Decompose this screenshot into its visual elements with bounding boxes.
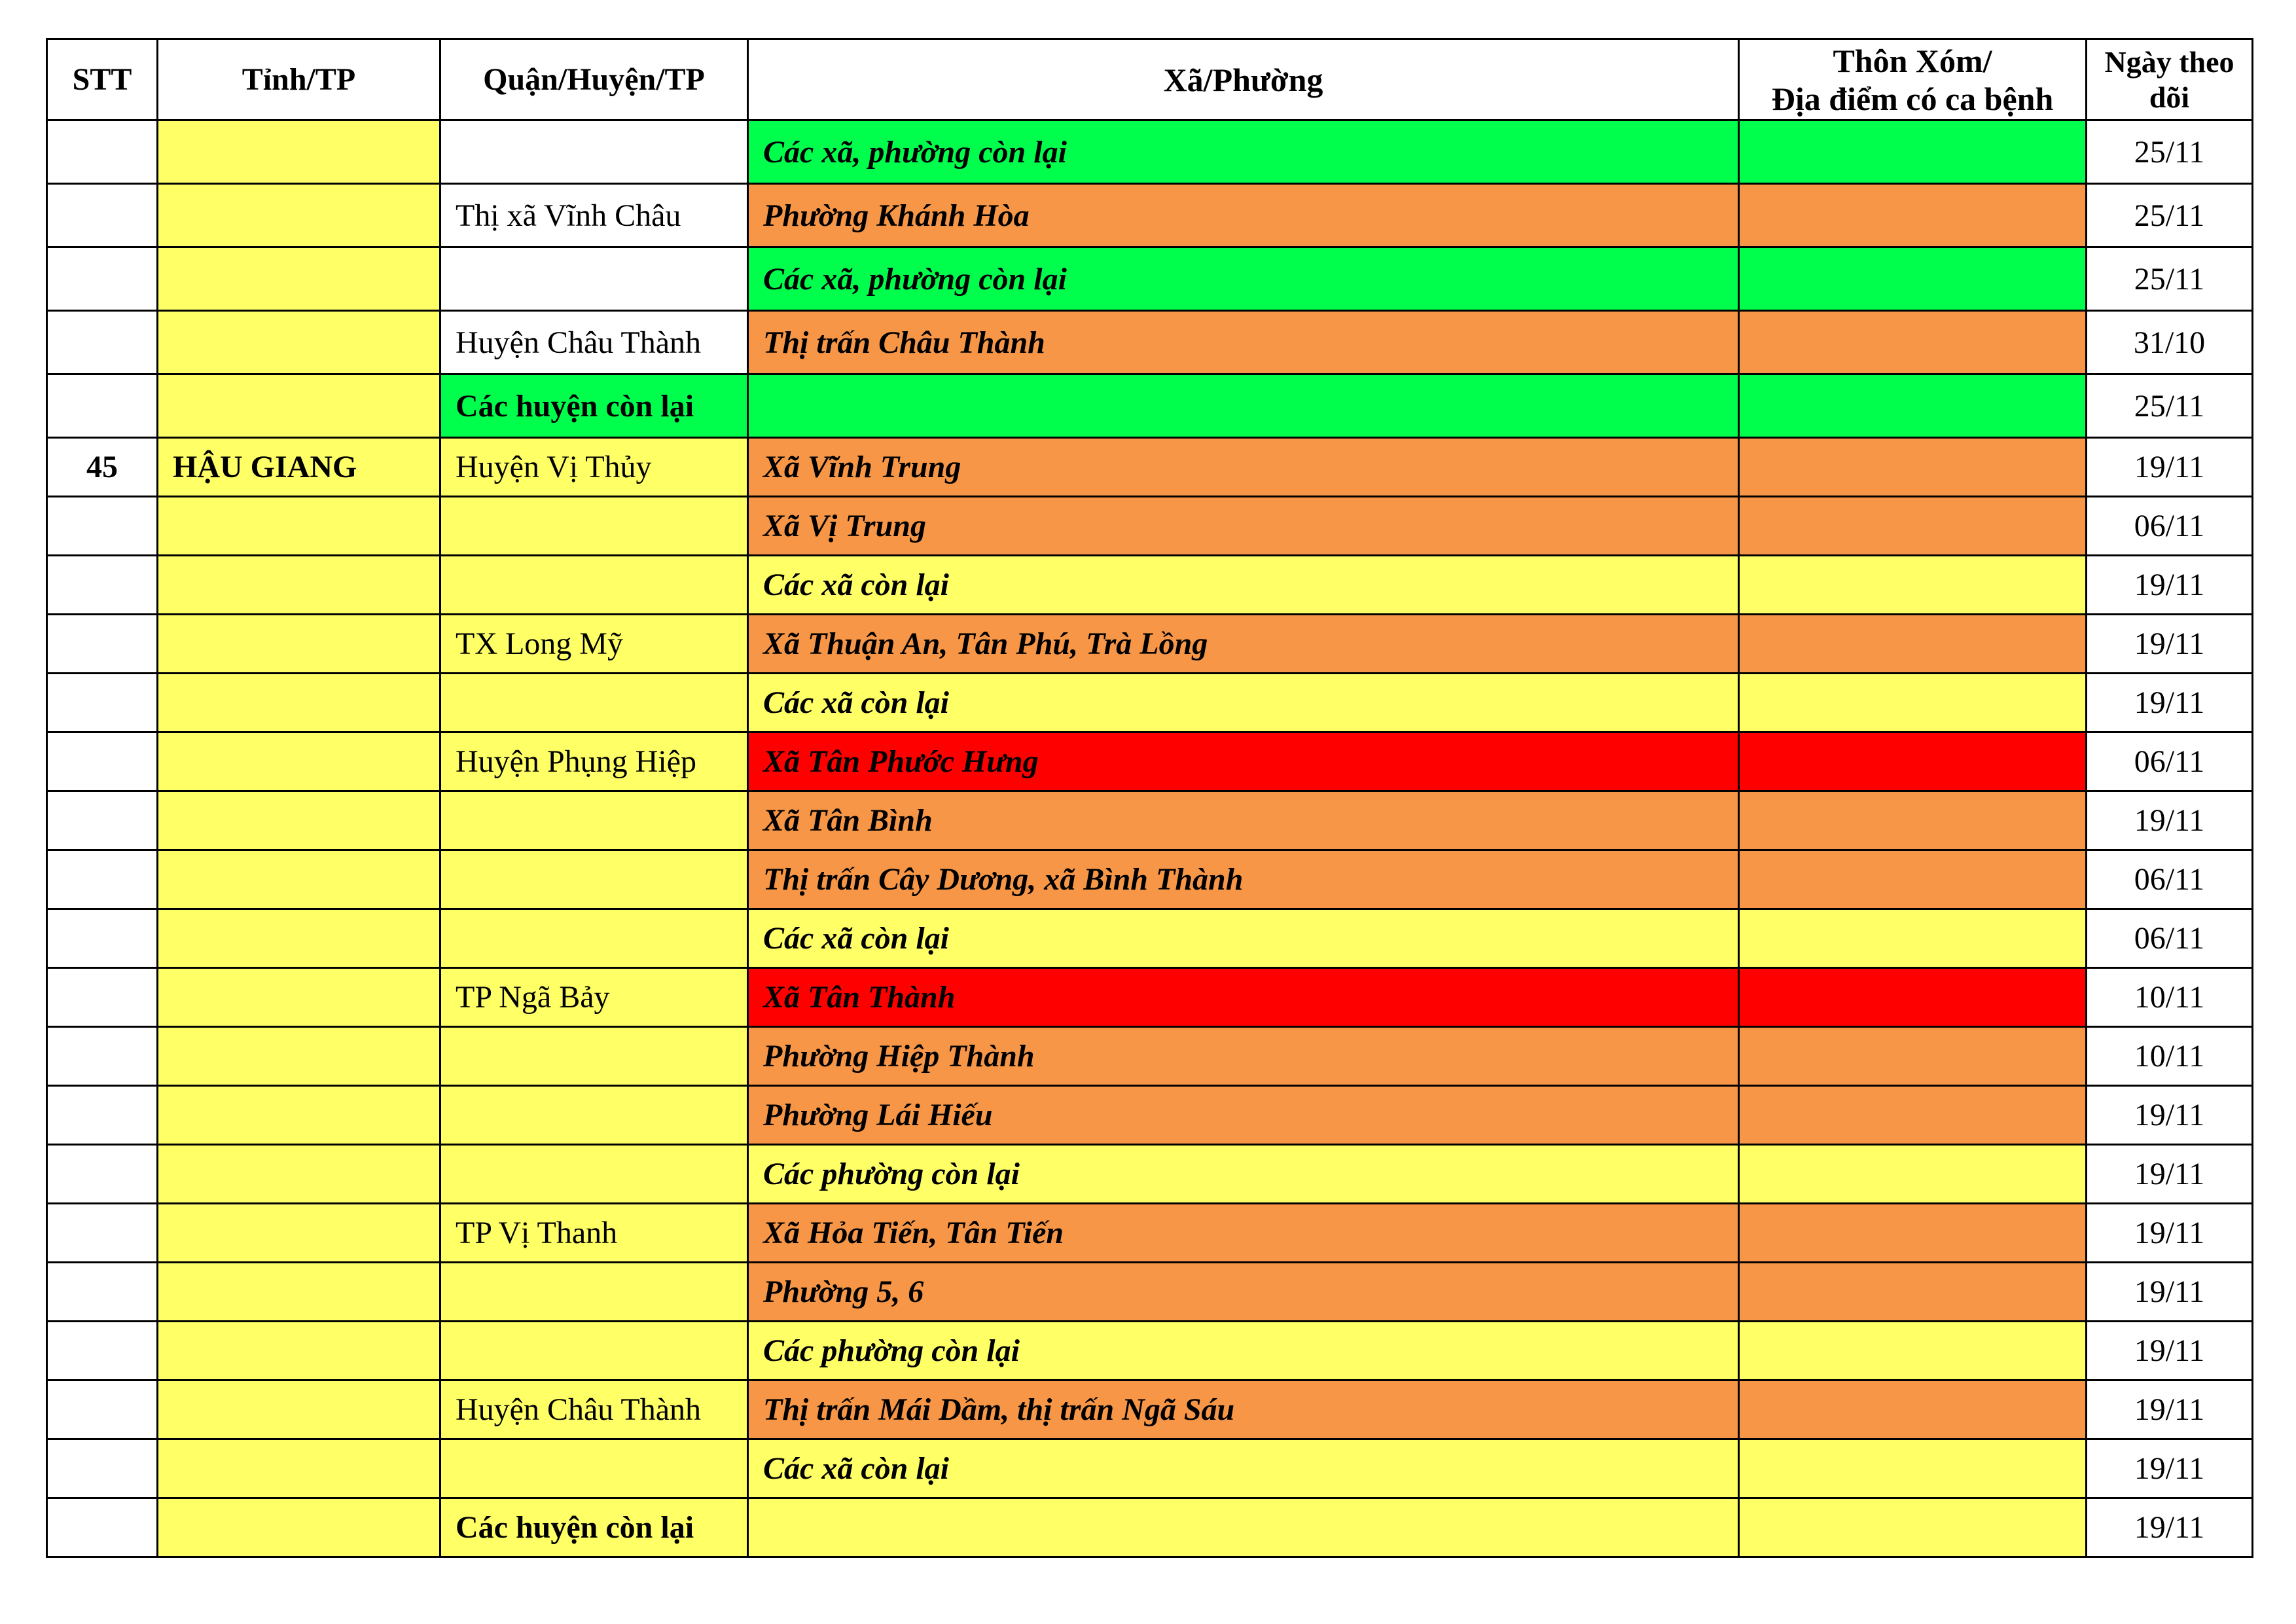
date-cell: 25/11 xyxy=(2087,120,2253,184)
ward-cell: Các phường còn lại xyxy=(748,1145,1739,1204)
ward-cell: Phường Khánh Hòa xyxy=(748,184,1739,247)
village-cell xyxy=(1739,1145,2087,1204)
village-cell xyxy=(1739,1498,2087,1557)
district-cell xyxy=(440,556,748,615)
village-cell xyxy=(1739,850,2087,909)
ward-cell: Các xã còn lại xyxy=(748,1439,1739,1498)
village-cell xyxy=(1739,438,2087,497)
village-cell xyxy=(1739,791,2087,850)
ward-cell: Xã Thuận An, Tân Phú, Trà Lồng xyxy=(748,615,1739,674)
table-row xyxy=(47,909,2253,968)
village-cell xyxy=(1739,732,2087,791)
district-cell: Thị xã Vĩnh Châu xyxy=(440,184,748,247)
date-cell: 25/11 xyxy=(2087,184,2253,247)
table-row xyxy=(47,247,2253,311)
stt-cell xyxy=(47,1322,158,1380)
ward-cell: Các xã còn lại xyxy=(748,909,1739,968)
stt-cell xyxy=(47,850,158,909)
stt-cell xyxy=(47,556,158,615)
ward-cell: Xã Vị Trung xyxy=(748,497,1739,556)
district-cell xyxy=(440,247,748,311)
table-body xyxy=(47,120,2253,1557)
table-row xyxy=(47,791,2253,850)
province-cell xyxy=(158,497,440,556)
province-cell xyxy=(158,909,440,968)
epidemic-level-sheet xyxy=(46,38,2253,1558)
stt-cell xyxy=(47,909,158,968)
province-cell xyxy=(158,120,440,184)
date-cell: 06/11 xyxy=(2087,909,2253,968)
table-row xyxy=(47,438,2253,497)
district-cell: TP Ngã Bảy xyxy=(440,968,748,1027)
village-cell xyxy=(1739,1086,2087,1145)
date-cell: 19/11 xyxy=(2087,1380,2253,1439)
village-cell xyxy=(1739,1027,2087,1086)
province-cell xyxy=(158,1498,440,1557)
province-cell xyxy=(158,1263,440,1322)
date-cell: 19/11 xyxy=(2087,674,2253,732)
table-header xyxy=(47,39,2253,120)
table-row xyxy=(47,968,2253,1027)
table-row xyxy=(47,1086,2253,1145)
date-cell: 19/11 xyxy=(2087,1498,2253,1557)
stt-cell xyxy=(47,1204,158,1263)
date-cell: 19/11 xyxy=(2087,1263,2253,1322)
province-cell xyxy=(158,1027,440,1086)
ward-cell: Các xã còn lại xyxy=(748,674,1739,732)
ward-cell: Xã Vĩnh Trung xyxy=(748,438,1739,497)
stt-cell xyxy=(47,311,158,374)
district-cell xyxy=(440,497,748,556)
province-cell xyxy=(158,1086,440,1145)
table-row xyxy=(47,1380,2253,1439)
date-cell: 19/11 xyxy=(2087,1145,2253,1204)
table-row xyxy=(47,311,2253,374)
ward-cell: Phường 5, 6 xyxy=(748,1263,1739,1322)
stt-cell xyxy=(47,1439,158,1498)
table-row xyxy=(47,1204,2253,1263)
date-cell: 25/11 xyxy=(2087,247,2253,311)
district-cell xyxy=(440,1027,748,1086)
table-row xyxy=(47,1145,2253,1204)
ward-cell: Phường Hiệp Thành xyxy=(748,1027,1739,1086)
table-row xyxy=(47,184,2253,247)
header-row xyxy=(47,39,2253,120)
table-row xyxy=(47,615,2253,674)
district-cell: Các huyện còn lại xyxy=(440,1498,748,1557)
ward-cell: Thị trấn Mái Dầm, thị trấn Ngã Sáu xyxy=(748,1380,1739,1439)
district-cell xyxy=(440,1263,748,1322)
village-cell xyxy=(1739,615,2087,674)
ward-cell: Xã Tân Thành xyxy=(748,968,1739,1027)
village-cell xyxy=(1739,1439,2087,1498)
table-row xyxy=(47,1439,2253,1498)
stt-cell xyxy=(47,374,158,438)
table-row xyxy=(47,850,2253,909)
commune-level-table xyxy=(46,38,2253,1558)
village-cell xyxy=(1739,1263,2087,1322)
province-cell xyxy=(158,615,440,674)
stt-cell xyxy=(47,497,158,556)
district-cell xyxy=(440,1086,748,1145)
stt-cell xyxy=(47,968,158,1027)
stt-cell xyxy=(47,615,158,674)
date-cell: 19/11 xyxy=(2087,1204,2253,1263)
ward-cell: Các phường còn lại xyxy=(748,1322,1739,1380)
village-cell xyxy=(1739,374,2087,438)
province-cell xyxy=(158,374,440,438)
header-district: Quận/Huyện/TP xyxy=(440,39,748,120)
village-cell xyxy=(1739,1322,2087,1380)
ward-cell xyxy=(748,1498,1739,1557)
village-cell xyxy=(1739,120,2087,184)
table-row xyxy=(47,1027,2253,1086)
header-province: Tỉnh/TP xyxy=(158,39,440,120)
stt-cell xyxy=(47,791,158,850)
province-cell xyxy=(158,184,440,247)
header-date xyxy=(2087,39,2253,120)
district-cell: Huyện Châu Thành xyxy=(440,311,748,374)
district-cell: TX Long Mỹ xyxy=(440,615,748,674)
date-cell: 06/11 xyxy=(2087,497,2253,556)
table-row xyxy=(47,374,2253,438)
date-cell: 10/11 xyxy=(2087,968,2253,1027)
header-date-line1: Ngày theo xyxy=(2104,45,2234,79)
ward-cell xyxy=(748,374,1739,438)
province-cell xyxy=(158,1380,440,1439)
village-cell xyxy=(1739,311,2087,374)
district-cell xyxy=(440,1322,748,1380)
village-cell xyxy=(1739,1204,2087,1263)
stt-cell xyxy=(47,1086,158,1145)
stt-cell xyxy=(47,1263,158,1322)
table-row xyxy=(47,1498,2253,1557)
district-cell xyxy=(440,850,748,909)
province-cell xyxy=(158,791,440,850)
ward-cell: Các xã, phường còn lại xyxy=(748,120,1739,184)
district-cell: TP Vị Thanh xyxy=(440,1204,748,1263)
stt-cell xyxy=(47,184,158,247)
province-cell xyxy=(158,556,440,615)
ward-cell: Các xã còn lại xyxy=(748,556,1739,615)
province-cell xyxy=(158,1145,440,1204)
date-cell: 31/10 xyxy=(2087,311,2253,374)
stt-cell xyxy=(47,1380,158,1439)
district-cell xyxy=(440,791,748,850)
province-cell xyxy=(158,968,440,1027)
district-cell: Huyện Phụng Hiệp xyxy=(440,732,748,791)
date-cell: 19/11 xyxy=(2087,438,2253,497)
province-cell: HẬU GIANG xyxy=(158,438,440,497)
province-cell xyxy=(158,311,440,374)
header-village-line2: Địa điểm có ca bệnh xyxy=(1771,80,2054,117)
table-row xyxy=(47,1322,2253,1380)
village-cell xyxy=(1739,968,2087,1027)
stt-cell xyxy=(47,1145,158,1204)
header-stt: STT xyxy=(47,39,158,120)
table-row xyxy=(47,120,2253,184)
province-cell xyxy=(158,1322,440,1380)
village-cell xyxy=(1739,247,2087,311)
province-cell xyxy=(158,247,440,311)
district-cell: Các huyện còn lại xyxy=(440,374,748,438)
date-cell: 10/11 xyxy=(2087,1027,2253,1086)
date-cell: 25/11 xyxy=(2087,374,2253,438)
header-village-line1: Thôn Xóm/ xyxy=(1833,42,1992,79)
date-cell: 19/11 xyxy=(2087,791,2253,850)
ward-cell: Thị trấn Cây Dương, xã Bình Thành xyxy=(748,850,1739,909)
province-cell xyxy=(158,1204,440,1263)
date-cell: 19/11 xyxy=(2087,1322,2253,1380)
district-cell xyxy=(440,1145,748,1204)
village-cell xyxy=(1739,674,2087,732)
date-cell: 19/11 xyxy=(2087,1086,2253,1145)
district-cell xyxy=(440,1439,748,1498)
date-cell: 19/11 xyxy=(2087,556,2253,615)
ward-cell: Phường Lái Hiếu xyxy=(748,1086,1739,1145)
district-cell xyxy=(440,909,748,968)
village-cell xyxy=(1739,556,2087,615)
stt-cell xyxy=(47,1498,158,1557)
ward-cell: Xã Tân Bình xyxy=(748,791,1739,850)
date-cell: 06/11 xyxy=(2087,850,2253,909)
table-row xyxy=(47,1263,2253,1322)
table-row xyxy=(47,497,2253,556)
village-cell xyxy=(1739,184,2087,247)
district-cell: Huyện Vị Thủy xyxy=(440,438,748,497)
district-cell xyxy=(440,674,748,732)
stt-cell xyxy=(47,1027,158,1086)
table-row xyxy=(47,556,2253,615)
ward-cell: Xã Hỏa Tiến, Tân Tiến xyxy=(748,1204,1739,1263)
table-row xyxy=(47,732,2253,791)
district-cell xyxy=(440,120,748,184)
ward-cell: Xã Tân Phước Hưng xyxy=(748,732,1739,791)
stt-cell xyxy=(47,120,158,184)
stt-cell xyxy=(47,674,158,732)
table-row xyxy=(47,674,2253,732)
province-cell xyxy=(158,732,440,791)
header-village xyxy=(1739,39,2087,120)
ward-cell: Thị trấn Châu Thành xyxy=(748,311,1739,374)
header-ward: Xã/Phường xyxy=(748,39,1739,120)
stt-cell xyxy=(47,732,158,791)
village-cell xyxy=(1739,909,2087,968)
village-cell xyxy=(1739,497,2087,556)
province-cell xyxy=(158,674,440,732)
district-cell: Huyện Châu Thành xyxy=(440,1380,748,1439)
stt-cell xyxy=(47,247,158,311)
province-cell xyxy=(158,850,440,909)
date-cell: 19/11 xyxy=(2087,1439,2253,1498)
stt-cell: 45 xyxy=(47,438,158,497)
village-cell xyxy=(1739,1380,2087,1439)
province-cell xyxy=(158,1439,440,1498)
header-date-line2: dõi xyxy=(2149,80,2190,114)
date-cell: 19/11 xyxy=(2087,615,2253,674)
date-cell: 06/11 xyxy=(2087,732,2253,791)
ward-cell: Các xã, phường còn lại xyxy=(748,247,1739,311)
